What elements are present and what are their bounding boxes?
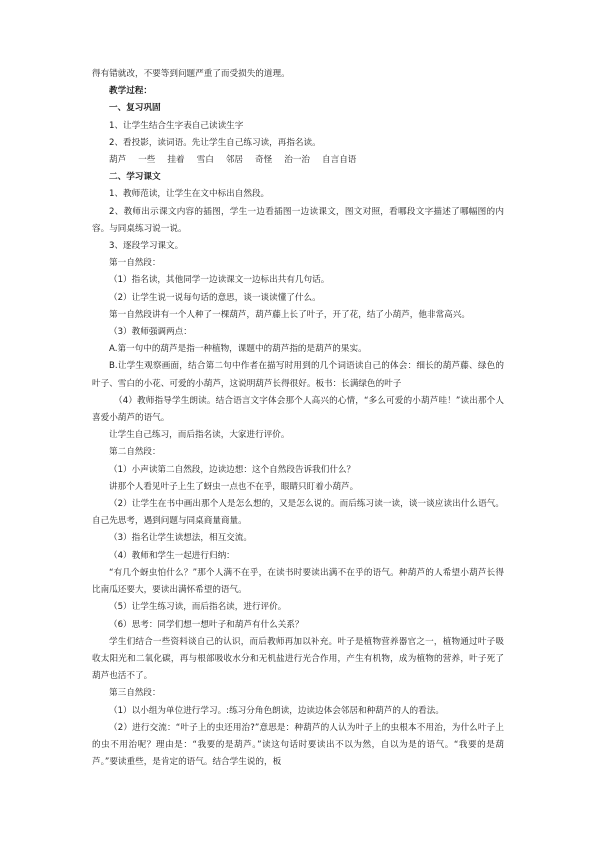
paragraph-line: 二、学习课文 — [109, 172, 161, 183]
vocabulary-word: 治一治 — [284, 155, 311, 166]
paragraph-line: 1、让学生结合生字表自己读读生字 — [109, 120, 244, 131]
paragraph-line: 3、逐段学习课文。 — [109, 241, 184, 252]
vocabulary-word: 挂着 — [167, 155, 185, 166]
lesson-plan-text — [92, 66, 504, 771]
vocabulary-word: 雪白 — [196, 155, 214, 166]
paragraph-line: “有几个蚜虫怕什么？”那个人满不在乎，在读书时要读出满不在乎的语气。种葫芦的人希望小葫芦长得比南瓜还要大，要读出满怀希望的语气。 — [92, 567, 505, 596]
paragraph-line: 1、教师范读，让学生在文中标出自然段。 — [109, 189, 270, 200]
paragraph-line: （1）小声读第二自然段，边读边想：这个自然段告诉我们什么？ — [109, 464, 356, 475]
vocabulary-word: 自言自语 — [322, 155, 357, 166]
paragraph-line: （4）教师和学生一起进行归纳： — [109, 550, 235, 561]
vocabulary-word: 奇怪 — [255, 155, 273, 166]
vocabulary-word: 邻居 — [225, 155, 244, 166]
vocabulary-word: 一些 — [138, 155, 156, 166]
vocabulary-word: 葫芦 — [109, 155, 127, 166]
paragraph-line: （2）进行交流：“叶子上的虫还用治?”意思是：种葫芦的人认为叶子上的虫根本不用治，为什么叶子上的虫不用治呢？理由是：“我要的是葫芦。”读这句话时要读出不以为然，自以为是的语气。“我要的是葫芦。”要读重些，是肯定的语气。结合学生说的，板 — [92, 722, 504, 768]
paragraph-line: （3）指名让学生读想法，相互交流。 — [109, 533, 252, 544]
paragraph-line: 学生们结合一些资料谈自己的认识，而后教师再加以补充。叶子是植物营养器官之一，植物通过叶子吸收太阳光和二氧化碳，再与根部吸收水分和无机盐进行光合作用，产生有机物，成为植物的营养，叶子死了葫芦也活不了。 — [92, 636, 504, 682]
paragraph-line: 2、教师出示课文内容的插图，学生一边看插图一边读课文，图文对照，看哪段文字描述了哪幅图的内容。与同桌练习说一说。 — [92, 206, 504, 234]
paragraph-line: 第二自然段： — [109, 447, 161, 458]
paragraph-line: 第一自然段讲有一个人种了一棵葫芦，葫芦藤上长了叶子，开了花，结了小葫芦，他非常高兴。 — [109, 309, 470, 320]
paragraph-line: 第一自然段： — [109, 258, 161, 269]
paragraph-line: A.第一句中的葫芦是指一种植物，课题中的葫芦指的是葫芦的果实。 — [109, 344, 367, 355]
paragraph-line: （1）指名读，其他同学一边读课文一边标出共有几句话。 — [109, 275, 330, 286]
paragraph-line: （3）教师强调两点： — [109, 327, 192, 338]
paragraph-line: （4）教师指导学生朗读。结合语言文字体会那个人高兴的心情，“多么可爱的小葫芦哇！”读出那个人喜爱小葫芦的语气。 — [92, 395, 504, 424]
paragraph-line: （6）思考：同学们想一想叶子和葫芦有什么关系？ — [109, 619, 304, 630]
paragraph-line: （5）让学生练习读，而后指名读，进行评价。 — [109, 602, 287, 613]
paragraph-line: 讲那个人看见叶子上生了蚜虫一点也不在乎，眼睛只盯着小葫芦。 — [109, 481, 359, 492]
paragraph-line: （1）以小组为单位进行学习。:练习分角色朗读，边读边体会邻居和种葫芦的人的看法。 — [109, 705, 444, 716]
vocabulary-words — [92, 152, 504, 169]
paragraph-line: B.让学生观察画面，结合第二句中作者在描写时用到的几个词语读自己的体会：细长的葫芦藤、绿色的叶子、雪白的小花、可爱的小葫芦，这说明葫芦长得很好。板书：长满绿色的叶子 — [92, 361, 504, 389]
paragraph-line: 一、复习巩固 — [109, 103, 161, 114]
paragraph-line: 让学生自己练习，而后指名读，大家进行评价。 — [109, 430, 290, 441]
paragraph-line: 第三自然段： — [109, 688, 161, 699]
paragraph-line: 2、看投影，读词语。先让学生自己练习读，再指名读。 — [109, 137, 321, 148]
paragraph-line: （2）让学生说一说每句话的意思，谈一谈读懂了什么。 — [109, 292, 321, 303]
paragraph-line: （2）让学生在书中画出那个人是怎么想的，又是怎么说的。而后练习读一读，谈一谈应读出什么语气。自己先思考，遇到问题与同桌商量商量。 — [92, 499, 504, 527]
paragraph-line: 教学过程： — [109, 86, 152, 97]
paragraph-line: 得有错就改，不要等到问题严重了而受损失的道理。 — [92, 69, 290, 79]
